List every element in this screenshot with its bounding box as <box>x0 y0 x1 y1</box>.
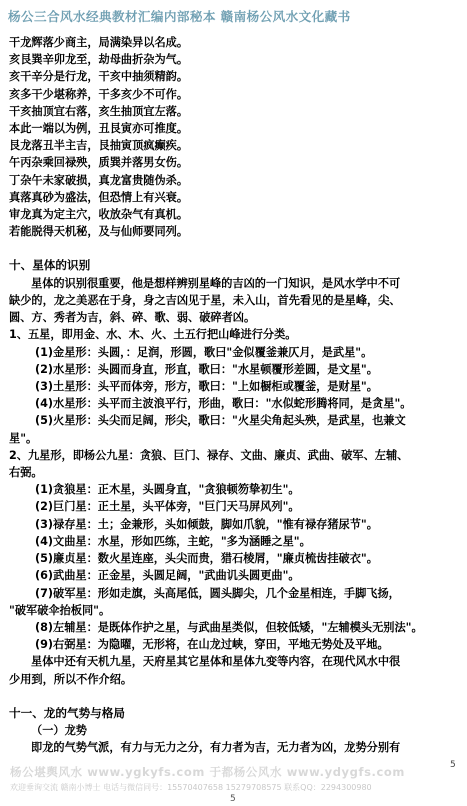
page-header <box>0 0 467 30</box>
section-11-line: 即龙的气势气派，有力与无力之分，有力者为吉，无力者为凶，龙势分别有 <box>31 741 401 755</box>
paragraph-line: 圆、方、秀者为吉，斜、碎、歌、弱、破碎者凶。 <box>9 311 256 325</box>
verse-line: 午丙杂乘回禄殃，质巽并落男女伤。 <box>9 156 189 170</box>
nine-star-item: (6)武曲星：正金星，头圆足阔，"武曲讥头圆更曲"。 <box>35 569 300 583</box>
nine-star-item: (5)廉贞星：数火星连座，头尖而贵，猎石棱屑，"廉贞梳齿挂破衣"。 <box>35 552 378 566</box>
page-footer <box>0 764 467 806</box>
item-2-title: 2、九星形，即杨公九星：贪狼、巨门、禄存、文曲、廉贞、武曲、破军、左辅、 <box>9 448 409 462</box>
verse-line: 亥多干少堪称养，干多亥少不可作。 <box>9 87 189 101</box>
five-star-item: (5)火星形：头尖而足阔，形尖，歌曰："火星尖角起头殃，是武星，也兼文 <box>35 414 406 428</box>
verse-line: 亥艮巽辛卯龙至，劫母曲折杂为气。 <box>9 53 189 67</box>
footer-watermark: 杨公堪舆风水 www.ygkyfs.com 于都杨公风水 www.ydygfs.com <box>10 765 405 779</box>
nine-star-item: (9)右弼星：为隐曜，无形将，在山龙过峡，穿田，平地无势处及平地。 <box>35 638 389 652</box>
section-11-title: 十一、龙的气势与格局 <box>9 705 125 720</box>
spacer <box>9 688 461 705</box>
nine-star-item: (4)文曲星：水星，形如匹练，主蛇，"多为涵睡之星"。 <box>35 534 311 548</box>
nine-star-item: (3)禄存星：土；金兼形，头如倾鼓，脚如爪貌，"惟有禄存猪尿节"。 <box>35 517 378 531</box>
verse-line: 审龙真为定主穴，收放杂气有真机。 <box>9 208 189 222</box>
paragraph-line: 星体的识别很重要，他是想样辨别星峰的吉凶的一门知识，是风水学中不可 <box>31 276 401 290</box>
section-10-paragraph <box>9 275 461 327</box>
item-2-tail: "破军破伞抬板同"。 <box>9 603 111 617</box>
nine-star-list <box>9 481 461 601</box>
spacer <box>9 240 461 257</box>
item-1-title: 1、五星，即用金、水、木、火、土五行把山峰进行分类。 <box>9 328 297 342</box>
five-star-item: (4)水星形：头平而主波浪平行，形曲，歌曰："水似蛇形腾将同，是贪星"。 <box>35 397 412 411</box>
five-star-item: (1)金星形：头圆，：足润，形圆，歌曰"金似覆釜兼仄月，是武星"。 <box>35 345 373 359</box>
nine-star-list-continued <box>9 619 461 653</box>
verse-line: 艮龙落丑半主吉，艮抽寅顶疯癫疾。 <box>9 139 189 153</box>
footer-page-number: 5 <box>230 794 236 804</box>
section-11-subtitle: （一）龙势 <box>31 724 87 738</box>
five-star-item: (2)水星形：头圆而身直，形直，歌曰："水星顿覆形差圆，是文星"。 <box>35 362 378 376</box>
section-10-closing-paragraph <box>9 653 461 687</box>
verse-line: 干亥抽顶宜右落，亥生抽顶宜左落。 <box>9 104 189 118</box>
document-body <box>9 34 461 757</box>
verse-line: 真落真砂为盛法，但恐情上有兴衰。 <box>9 190 189 204</box>
paragraph-line: 缺少的，龙之美恶在于身，身之吉凶见于星，未入山，首先看见的是星峰，尖、 <box>9 294 401 308</box>
nine-star-item: (2)巨门星：正土星，头平体旁，"巨门天马屏风列"。 <box>35 500 300 514</box>
paragraph-line: 星体中还有天机九星，天府星其它星体和星体九变等内容，在现代风水中很 <box>31 655 401 669</box>
nine-star-item: (7)破军星：形如走旗，头高尾低，圆头脚尖，几个金星相连，手脚飞扬， <box>35 586 400 600</box>
item-2-title-tail: 右弼。 <box>9 466 43 480</box>
nine-star-item: (8)左辅星：是既体作护之星，与武曲星类似，但较低矮，"左辅模头无别法"。 <box>35 620 423 634</box>
item-1-tail: 星"。 <box>9 431 38 445</box>
verse-line: 干龙辉落少商主，局满染异以名成。 <box>9 36 189 49</box>
verse-block <box>9 34 461 240</box>
section-10-title: 十、星体的识别 <box>9 258 91 273</box>
header-title: 杨公三合风水经典教材汇编内部秘本 赣南杨公风水文化藏书 <box>8 9 351 24</box>
verse-line: 本此一端以为例，丑艮寅亦可推度。 <box>9 122 189 136</box>
verse-line: 丁杂午未家破损，真龙富贵随伪杀。 <box>9 173 189 187</box>
footer-contact: 欢迎垂询交流 赣南小博士 电话与微信同号：15570407658 15279708575 联系QQ：2294300980 <box>10 783 372 792</box>
five-star-list <box>9 344 461 430</box>
verse-line: 若能脱得天机秘，及与仙师要同列。 <box>9 225 189 239</box>
paragraph-line: 少用到，所以不作介绍。 <box>9 672 133 686</box>
page-number-inline: 5 <box>450 760 456 770</box>
verse-line: 亥干辛分是行龙，干亥中抽须精韵。 <box>9 70 189 84</box>
five-star-item: (3)土星形：头平而体旁，形方，歌曰："上如橱柜或覆釜，是财星"。 <box>35 380 378 394</box>
nine-star-item: (1)贪狼星：正木星，头圆身直，"贪狼顿笏挚初生"。 <box>35 483 300 497</box>
